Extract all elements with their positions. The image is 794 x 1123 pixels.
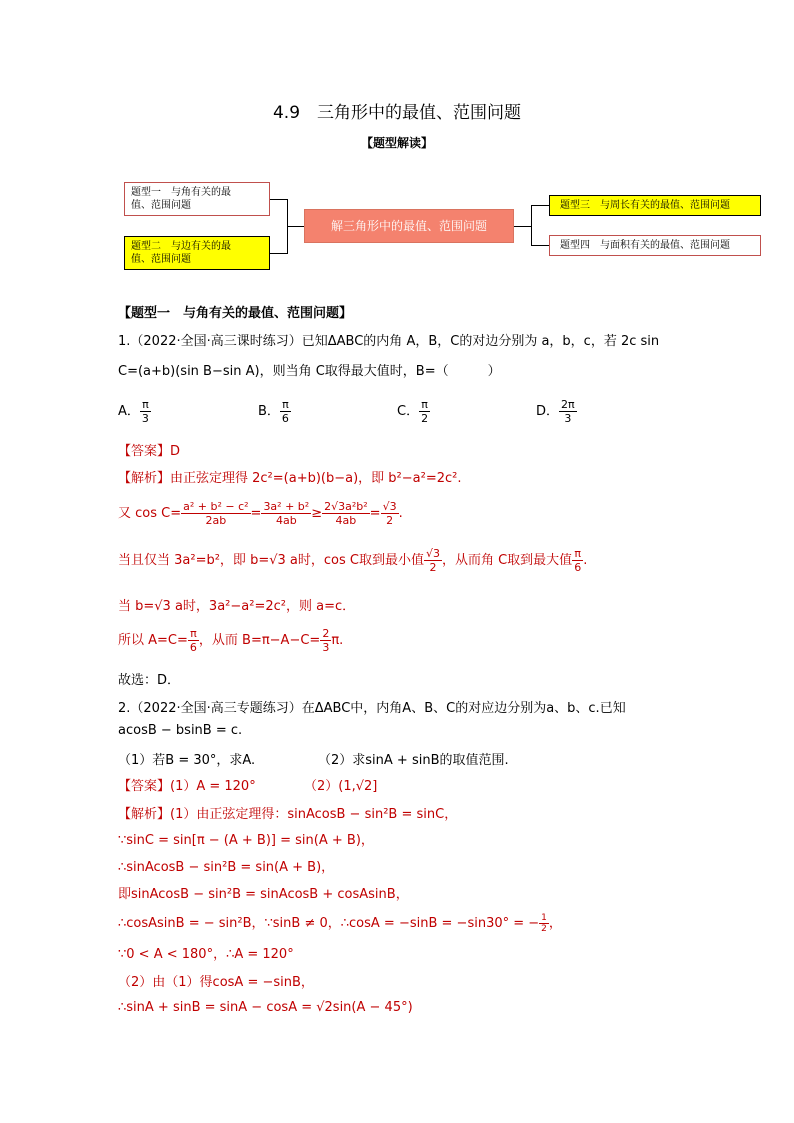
connector — [531, 205, 532, 245]
q1-analysis-line5: 所以 A=C= $\frac{\pi}{6}$ ，从而 B=π−A−C= $\frac{2}{3}$ π. — [118, 627, 344, 654]
connector — [270, 253, 287, 254]
q1-stem-line2: C=(a+b)(sin B−sin A)，则当角 C取得最大值时，B=（ ） — [118, 364, 501, 379]
mindmap-node-type4: 题型四 与面积有关的最值、范围问题 — [549, 235, 761, 256]
q2-analysis-line1: 【解析】(1）由正弦定理得：sinAcosB − sin²B = sinC， — [118, 807, 458, 822]
q2-answer2: （2）(1,√2] — [304, 779, 378, 794]
q1-analysis-line2: 又 cos C= $\frac{\text{a² + b² − c²}}{2ab}$ = $\frac{\text{3a² + b²}}{4ab}$ ≥ $\frac{\text{2√3a²b²}}{4ab}$ = $\frac{√3}{2}$ . — [118, 500, 403, 527]
q2-analysis-line2: ∵sinC = sin[π − (A + B)] = sin(A + B)， — [118, 833, 374, 848]
q2-analysis-line8: ∴sinA + sinB = sinA − cosA = √2sin(A − 45°) — [118, 1000, 413, 1015]
connector — [531, 245, 549, 246]
q1-conclusion: 故选：D． — [118, 673, 181, 688]
q1-option-c: C． $\frac{\pi}{2}$ — [397, 398, 429, 425]
q2-analysis-line3: ∴sinAcosB − sin²B = sin(A + B)， — [118, 860, 335, 875]
mindmap-node-type3: 题型三 与周长有关的最值、范围问题 — [549, 195, 761, 216]
page-title: 4.9 三角形中的最值、范围问题 — [272, 103, 522, 123]
q2-analysis-line4: 即sinAcosB − sin²B = sinAcosB + cosAsinB， — [118, 887, 409, 902]
connector — [531, 205, 549, 206]
connector — [270, 199, 287, 200]
q2-sub1: （1）若B = 30°，求A. — [118, 753, 256, 768]
section-header: 【题型一 与角有关的最值、范围问题】 — [118, 306, 353, 321]
connector — [287, 226, 304, 227]
q1-analysis-line4: 当 b=√3 a时，3a²−a²=2c²，则 a=c． — [118, 599, 356, 614]
page-subtitle: 【题型解读】 — [360, 136, 433, 150]
connector — [514, 226, 531, 227]
mindmap-node-type1: 题型一 与角有关的最 值、范围问题 — [124, 182, 270, 216]
q1-answer: 【答案】D — [118, 444, 181, 459]
q2-answer1: 【答案】(1）A = 120° — [118, 779, 256, 794]
q1-analysis-line3: 当且仅当 3a²=b²，即 b=√3 a时，cos C取到最小值 $\frac{√3}{2}$ ，从而角 C取到最大值 $\frac{\pi}{6}$ . — [118, 547, 588, 574]
q1-analysis-line1: 【解析】由正弦定理得 2c²=(a+b)(b−a)，即 b²−a²=2c². — [118, 471, 462, 486]
q1-stem-line1: 1.（2022·全国·高三课时练习）已知ΔABC的内角 A，B，C的对边分别为 a，b，c，若 2c sin — [118, 334, 660, 349]
q1-option-b: B． $\frac{\pi}{6}$ — [258, 398, 289, 425]
q2-analysis-line6: ∵0 < A < 180°，∴A = 120° — [118, 947, 294, 962]
q1-option-d: D． $\frac{2\pi}{3}$ — [536, 398, 575, 425]
q2-analysis-line5: ∴cosAsinB = − sin²B，∵sinB ≠ 0，∴cosA = −sinB = −sin30° = − $\frac{1}{2}$ ， — [118, 913, 562, 934]
mindmap-center-node: 解三角形中的最值、范围问题 — [304, 209, 514, 243]
q2-stem-line2: acosB − bsinB = c. — [118, 723, 243, 738]
mindmap-node-type2: 题型二 与边有关的最 值、范围问题 — [124, 236, 270, 270]
q1-option-a: A． $\frac{\pi}{3}$ — [118, 398, 149, 425]
q2-sub2: （2）求sinA + sinB的取值范围. — [318, 753, 509, 768]
q2-stem-line1: 2.（2022·全国·高三专题练习）在ΔABC中，内角A、B、C的对应边分别为a、b、c.已知 — [118, 701, 626, 716]
q2-analysis-line7: （2）由（1）得cosA = −sinB， — [118, 975, 314, 990]
